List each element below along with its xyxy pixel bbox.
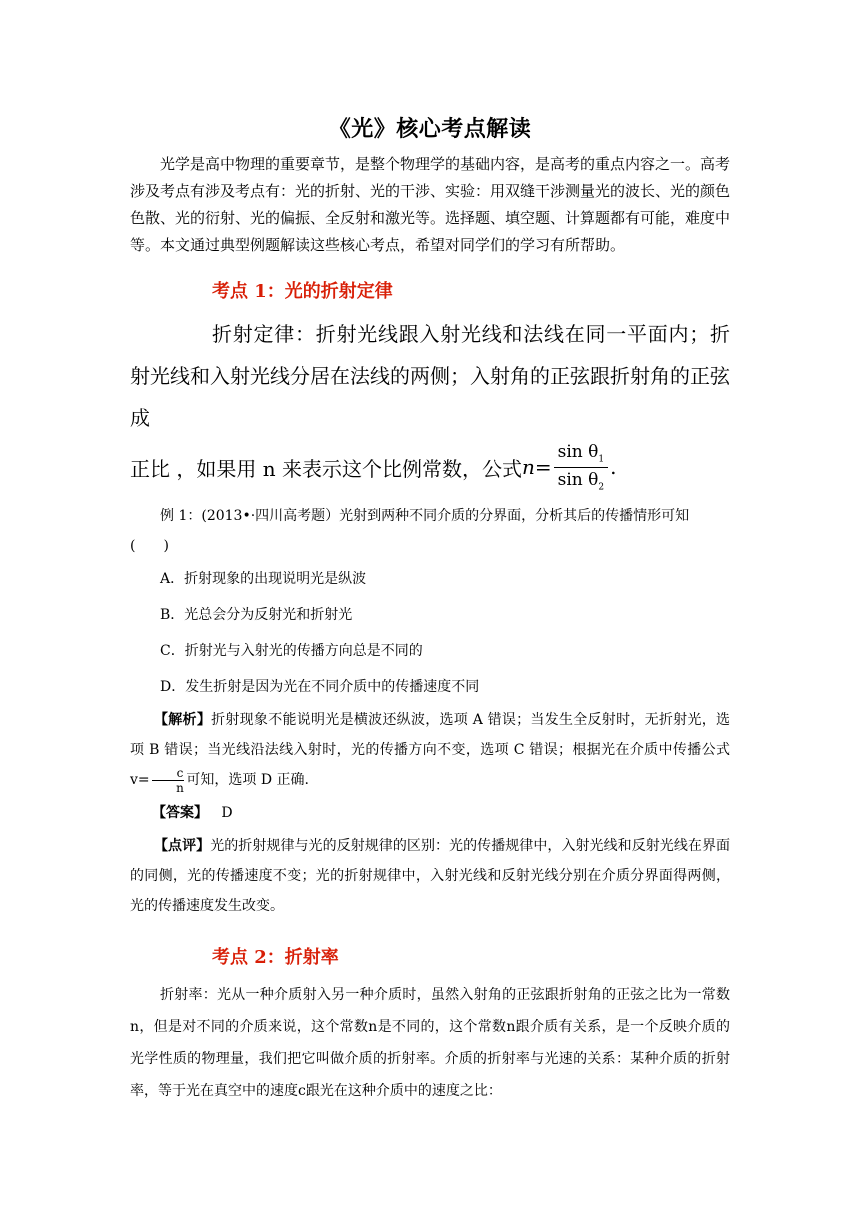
example-1-paren: ( ) <box>130 538 169 554</box>
option-d: D．发生折射是因为光在不同介质中的传播速度不同 <box>160 679 480 695</box>
analysis-label: 【解析】 <box>154 712 212 728</box>
refraction-formula-fraction <box>554 442 608 492</box>
section-1-heading: 考点 1：光的折射定律 <box>212 281 393 302</box>
intro-paragraph: 光学是高中物理的重要章节，是整个物理学的基础内容，是高考的重点内容之一。高考涉及考点有涉及考点有：光的折射、光的干涉、实验：用双缝干涉测量光的波长、光的颜色色散、光的衍射、光的偏振、全反射和激光等。选择题、填空题、计算题都有可能，难度中等。本文通过典型例题解读这些核心考点，希望对同学们的学习有所帮助。 <box>130 155 731 254</box>
answer-line <box>130 795 730 831</box>
answer-label: 【答案】 <box>152 805 208 821</box>
formula-denominator-text: sin θ <box>557 469 599 490</box>
velocity-frac-num: c <box>152 766 185 781</box>
example-1-question: 例 1：(2013•·四川高考题）光射到两种不同介质的分界面，分析其后的传播情形可知 <box>160 508 690 524</box>
formula-end: . <box>610 455 617 479</box>
analysis-text: 折射现象不能说明光是横波还纵波，选项 A 错误；当发生全反射时，无折射光，选项 B 错误；当光线沿法线入射时，光的传播方向不变，选项 C 错误；根据光在介质中传播公式 v= <box>130 712 731 788</box>
comment-label: 【点评】 <box>154 838 211 854</box>
velocity-frac-den: n <box>176 780 184 795</box>
formula-denominator <box>554 468 608 492</box>
refraction-law-text <box>130 313 730 439</box>
comment-paragraph <box>130 831 730 921</box>
refraction-law-line2: 正比 ，如果用 n 来表示这个比例常数，公式 <box>130 456 522 481</box>
formula-denominator-sub: 2 <box>598 481 605 492</box>
refraction-formula-line <box>130 439 730 495</box>
document-content <box>130 112 730 1107</box>
formula-numerator-sub: 1 <box>598 454 605 465</box>
formula-numerator <box>554 442 608 467</box>
formula-numerator-text: sin θ <box>557 442 599 463</box>
analysis-tail: 可知，选项 D 正确. <box>186 772 309 788</box>
refraction-law-line1: 折射定律：折射光线跟入射光线和法线在同一平面内；折射光线和入射光线分居在法线的两侧；入射角的正弦跟折射角的正弦成 <box>130 322 730 430</box>
option-b: B．光总会分为反射光和折射光 <box>160 607 353 623</box>
page-title: 《光》核心考点解读 <box>328 116 532 142</box>
comment-text: 光的折射规律与光的反射规律的区别：光的传播规律中，入射光线和反射光线在界面的同侧，光的传播速度不变；光的折射规律中，入射光线和反射光线分别在介质分界面得两侧，光的传播速度发生改变。 <box>130 838 731 914</box>
section-2-heading: 考点 2：折射率 <box>212 947 339 968</box>
velocity-fraction <box>152 766 185 795</box>
option-a: A．折射现象的出现说明光是纵波 <box>160 571 367 587</box>
analysis-paragraph <box>130 705 730 795</box>
formula-variable: n <box>521 455 535 479</box>
refractive-index-paragraph: 折射率：光从一种介质射入另一种介质时，虽然入射角的正弦跟折射角的正弦之比为一常数n，但是对不同的介质来说，这个常数n是不同的，这个常数n跟介质有关系，是一个反映介质的光学性质的物理量，我们把它叫做介质的折射率。介质的折射率与光速的关系：某种介质的折射率，等于光在真空中的速度c跟光在这种介质中的速度之比： <box>130 987 730 1099</box>
formula-equals: = <box>534 455 552 479</box>
option-c: C．折射光与入射光的传播方向总是不同的 <box>160 643 423 659</box>
answer-value: D <box>221 805 233 821</box>
